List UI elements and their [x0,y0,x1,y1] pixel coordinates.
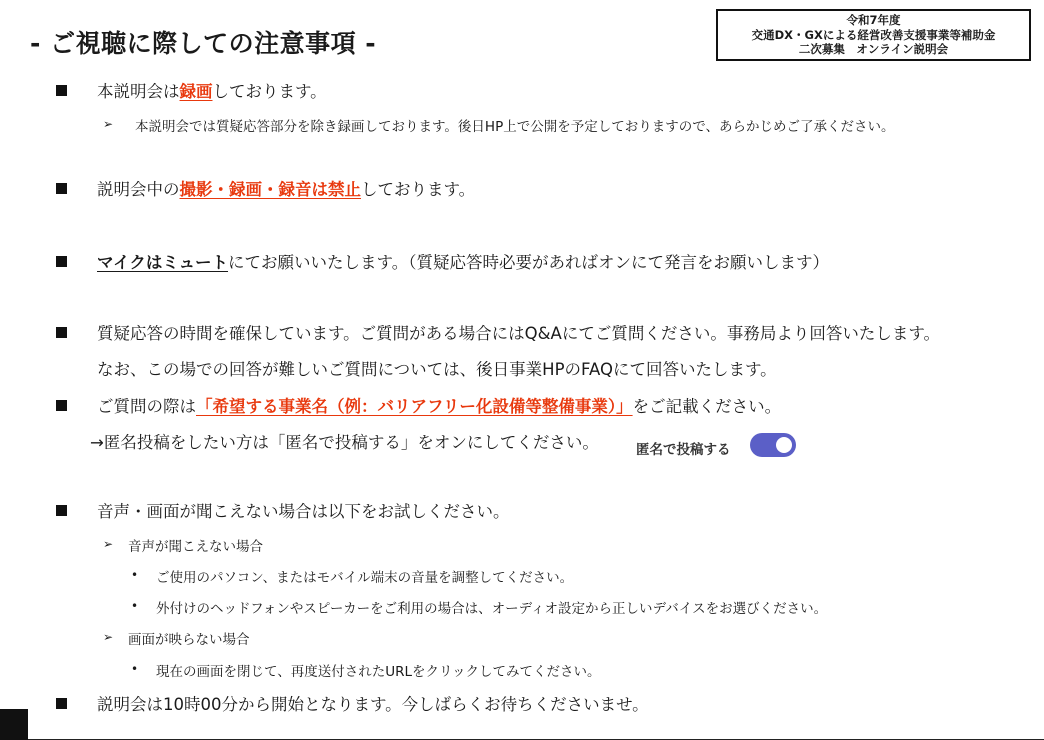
emphasis-prohibited: 撮影・録画・録音は禁止 [179,180,361,199]
bullet-square-icon [56,505,67,516]
notice-start-time: 説明会は10時00分から開始となります。今しばらくお待ちくださいませ。 [97,695,649,714]
bullet-square-icon [56,327,67,338]
notice-troubleshoot: 音声・画面が聞こえない場合は以下をお試しください。 [97,502,510,521]
anonymous-post-label: 匿名で投稿する [636,442,731,458]
notice-mute: マイクはミュートにてお願いいたします。（質疑応答時必要があればオンにて発言をお願いします） [97,253,829,272]
notice-anonymous: →匿名投稿をしたい方は「匿名で投稿する」をオンにしてください。 [90,433,599,452]
bullet-square-icon [56,400,67,411]
troubleshoot-audio-step-1: ご使用のパソコン、またはモバイル端末の音量を調整してください。 [156,570,574,586]
event-info-box [716,9,1031,61]
dot-bullet-icon: • [131,662,139,676]
notice-qa-line-1: 質疑応答の時間を確保しています。ご質問がある場合にはQ&Aにてご質問ください。事務局より回答いたします。 [97,324,941,343]
dot-bullet-icon: • [131,599,139,613]
arrow-bullet-icon: ➢ [103,630,114,644]
emphasis-business-name: 「希望する事業名（例：バリアフリー化設備等整備事業）」 [196,397,633,416]
troubleshoot-screen-step-1: 現在の画面を閉じて、再度送付されたURLをクリックしてみてください。 [156,664,601,680]
corner-block [0,709,28,740]
troubleshoot-screen-heading: 画面が映らない場合 [128,632,250,648]
arrow-bullet-icon: ➢ [103,117,114,131]
bullet-square-icon [56,256,67,267]
bullet-square-icon [56,698,67,709]
troubleshoot-audio-step-2: 外付けのヘッドフォンやスピーカーをご利用の場合は、オーディオ設定から正しいデバイスをお選びください。 [156,601,828,617]
bullet-square-icon [56,85,67,96]
notice-question-format: ご質問の際は「希望する事業名（例：バリアフリー化設備等整備事業）」をご記載ください。 [97,397,782,416]
event-info-line-2: 交通DX・GXによる経営改善支援事業等補助金 [751,27,996,42]
anonymous-post-toggle[interactable] [750,433,796,457]
notice-qa-line-2: なお、この場での回答が難しいご質問については、後日事業HPのFAQにて回答いたします。 [97,360,777,379]
arrow-bullet-icon: ➢ [103,537,114,551]
toggle-knob [776,437,792,453]
notice-no-capture: 説明会中の撮影・録画・録音は禁止しております。 [97,180,476,199]
emphasis-recording: 録画 [179,82,213,101]
bullet-square-icon [56,183,67,194]
notice-recording-detail: 本説明会では質疑応答部分を除き録画しております。後日HP上で公開を予定しておりますので、あらかじめご了承ください。 [135,119,895,135]
notice-recording: 本説明会は録画しております。 [97,82,327,101]
troubleshoot-audio-heading: 音声が聞こえない場合 [128,539,263,555]
event-info-line-3: 二次募集 オンライン説明会 [798,42,949,57]
dot-bullet-icon: • [131,568,139,582]
emphasis-mute: マイクはミュート [97,253,229,272]
page-title: - ご視聴に際しての注意事項 - [30,29,377,58]
event-info-line-1: 令和7年度 [846,13,901,28]
